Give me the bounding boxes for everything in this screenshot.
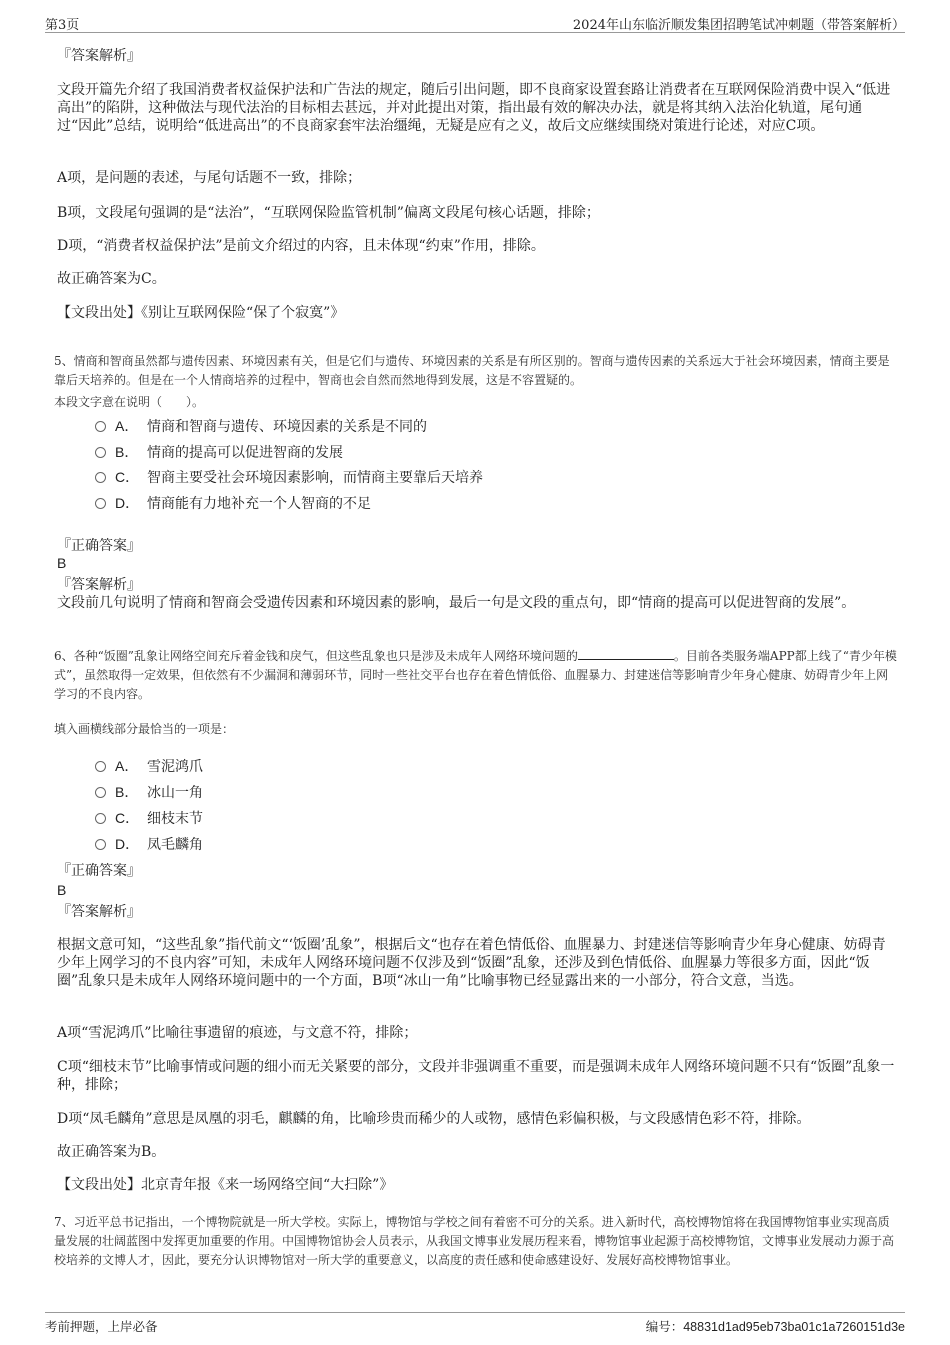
page-footer: [45, 1312, 905, 1337]
q6-stem: 6、各种“饭圈”乱象让网络空间充斥着金钱和戾气，但这些乱象也只是涉及未成年人网络环境问题的 。目前各类服务端APP都上线了“青少年模式”，虽然取得一定效果，但依然有不少漏洞和薄弱环节，同时一些社交平台也存在着色情低俗、血腥暴力、封建迷信等影响青少年身心健康、妨碍青少年上网学习的不良内容。: [54, 649, 897, 701]
footer-slogan: 考前押题，上岸必备: [45, 1319, 158, 1334]
q5-analysis-label: 『答案解析』: [57, 577, 141, 593]
q6-source: 【文段出处】北京青年报《来一场网络空间“大扫除”》: [57, 1177, 394, 1193]
q4-conclusion: 故正确答案为C。: [57, 271, 166, 287]
q4-option-a-note: A项，是问题的表述，与尾句话题不一致，排除；: [57, 170, 362, 186]
q6-prompt: 填入画横线部分最恰当的一项是：: [54, 722, 235, 736]
q6-conclusion: 故正确答案为B。: [57, 1144, 166, 1160]
q6-analysis-label: 『答案解析』: [57, 904, 141, 920]
q5-option-c[interactable]: C． 智商主要受社会环境因素影响，而情商主要靠后天培养: [95, 467, 483, 488]
q5-analysis: 文段前几句说明了情商和智商会受遗传因素和环境因素的影响，最后一句是文段的重点句，即“情商的提高可以促进智商的发展”。: [57, 595, 856, 611]
q6-option-d-note: D项“凤毛麟角”意思是凤凰的羽毛，麒麟的角，比喻珍贵而稀少的人或物，感情色彩偏积极，与文段感情色彩不符，排除。: [57, 1111, 811, 1127]
page-number: 第3页: [45, 18, 80, 33]
document-code: 编号：48831d1ad95eb73ba01c1a7260151d3e: [645, 1319, 905, 1334]
q6-option-d[interactable]: D． 凤毛麟角: [95, 834, 203, 855]
q6-option-a[interactable]: A． 雪泥鸿爪: [95, 756, 203, 777]
radio-icon[interactable]: [95, 421, 106, 432]
q5-answer: B: [57, 555, 67, 571]
q4-option-b-note: B项，文段尾句强调的是“法治”，“互联网保险监管机制”偏离文段尾句核心话题，排除；: [57, 205, 600, 221]
q5-answer-label: 『正确答案』: [57, 538, 141, 554]
q4-analysis-label: 『答案解析』: [57, 48, 141, 64]
q5-option-d[interactable]: D． 情商能有力地补充一个人智商的不足: [95, 493, 371, 514]
q6-option-c-note: C项“细枝末节”比喻事情或问题的细小而无关紧要的部分，文段并非强调重不重要，而是强调未成年人网络环境问题不只有“饭圈”乱象一种，排除；: [57, 1059, 895, 1093]
q6-option-c[interactable]: C． 细枝末节: [95, 808, 203, 829]
radio-icon[interactable]: [95, 839, 106, 850]
q6-option-b[interactable]: B． 冰山一角: [95, 782, 203, 803]
page-header: [45, 12, 905, 33]
radio-icon[interactable]: [95, 787, 106, 798]
radio-icon[interactable]: [95, 472, 106, 483]
q6-answer-label: 『正确答案』: [57, 863, 141, 879]
q5-stem: 5、情商和智商虽然都与遗传因素、环境因素有关，但是它们与遗传、环境因素的关系是有所区别的。智商与遗传因素的关系远大于社会环境因素，情商主要是靠后天培养的。但是在一个人情商培养的过程中，智商也会自然而然地得到发展，这是不容置疑的。: [54, 354, 890, 387]
radio-icon[interactable]: [95, 813, 106, 824]
fill-blank: [578, 647, 674, 660]
radio-icon[interactable]: [95, 498, 106, 509]
q5-option-a[interactable]: A． 情商和智商与遗传、环境因素的关系是不同的: [95, 416, 427, 437]
document-title: 2024年山东临沂顺发集团招聘笔试冲刺题（带答案解析）: [572, 18, 905, 33]
q6-option-a-note: A项“雪泥鸿爪”比喻往事遗留的痕迹，与文意不符，排除；: [57, 1025, 418, 1041]
radio-icon[interactable]: [95, 761, 106, 772]
q6-analysis: 根据文意可知，“这些乱象”指代前文“‘饭圈’乱象”，根据后文“也存在着色情低俗、血腥暴力、封建迷信等影响青少年身心健康、妨碍青少年上网学习的不良内容”可知，未成年人网络环境问题不仅涉及到“饭圈”乱象，还涉及到色情低俗、血腥暴力等很多方面，因此“饭圈”乱象只是未成年人网络环境问题中的一个方面，B项“冰山一角”比喻事物已经显露出来的一小部分，符合文意，当选。: [57, 937, 886, 989]
radio-icon[interactable]: [95, 447, 106, 458]
q4-analysis: 文段开篇先介绍了我国消费者权益保护法和广告法的规定，随后引出问题，即不良商家设置套路让消费者在互联网保险消费中误入“低进高出”的陷阱，这种做法与现代法治的目标相去甚远，并对此提出对策，指出最有效的解决办法，就是将其纳入法治化轨道，尾句通过“因此”总结，说明给“低进高出”的不良商家套牢法治缰绳，无疑是应有之义，故后文应继续围绕对策进行论述，对应C项。: [57, 82, 891, 134]
q4-source: 【文段出处】《别让互联网保险“保了个寂寞”》: [57, 305, 345, 321]
q5-prompt: 本段文字意在说明（ ）。: [54, 395, 205, 409]
q6-answer: B: [57, 882, 67, 898]
q5-option-b[interactable]: B． 情商的提高可以促进智商的发展: [95, 442, 343, 463]
q4-option-d-note: D项，“消费者权益保护法”是前文介绍过的内容，且未体现“约束”作用，排除。: [57, 238, 545, 254]
q7-stem: 7、习近平总书记指出，一个博物院就是一所大学校。实际上，博物馆与学校之间有着密不可分的关系。进入新时代，高校博物馆将在我国博物馆事业实现高质量发展的壮阔蓝图中发挥更加重要的作用。中国博物馆协会人员表示，从我国文博事业发展历程来看，博物馆事业起源于高校博物馆，文博事业发展动力源于高校培养的文博人才，因此，要充分认识博物馆对一所大学的重要意义，以高度的责任感和使命感建设好、发展好高校博物馆事业。: [54, 1215, 895, 1267]
